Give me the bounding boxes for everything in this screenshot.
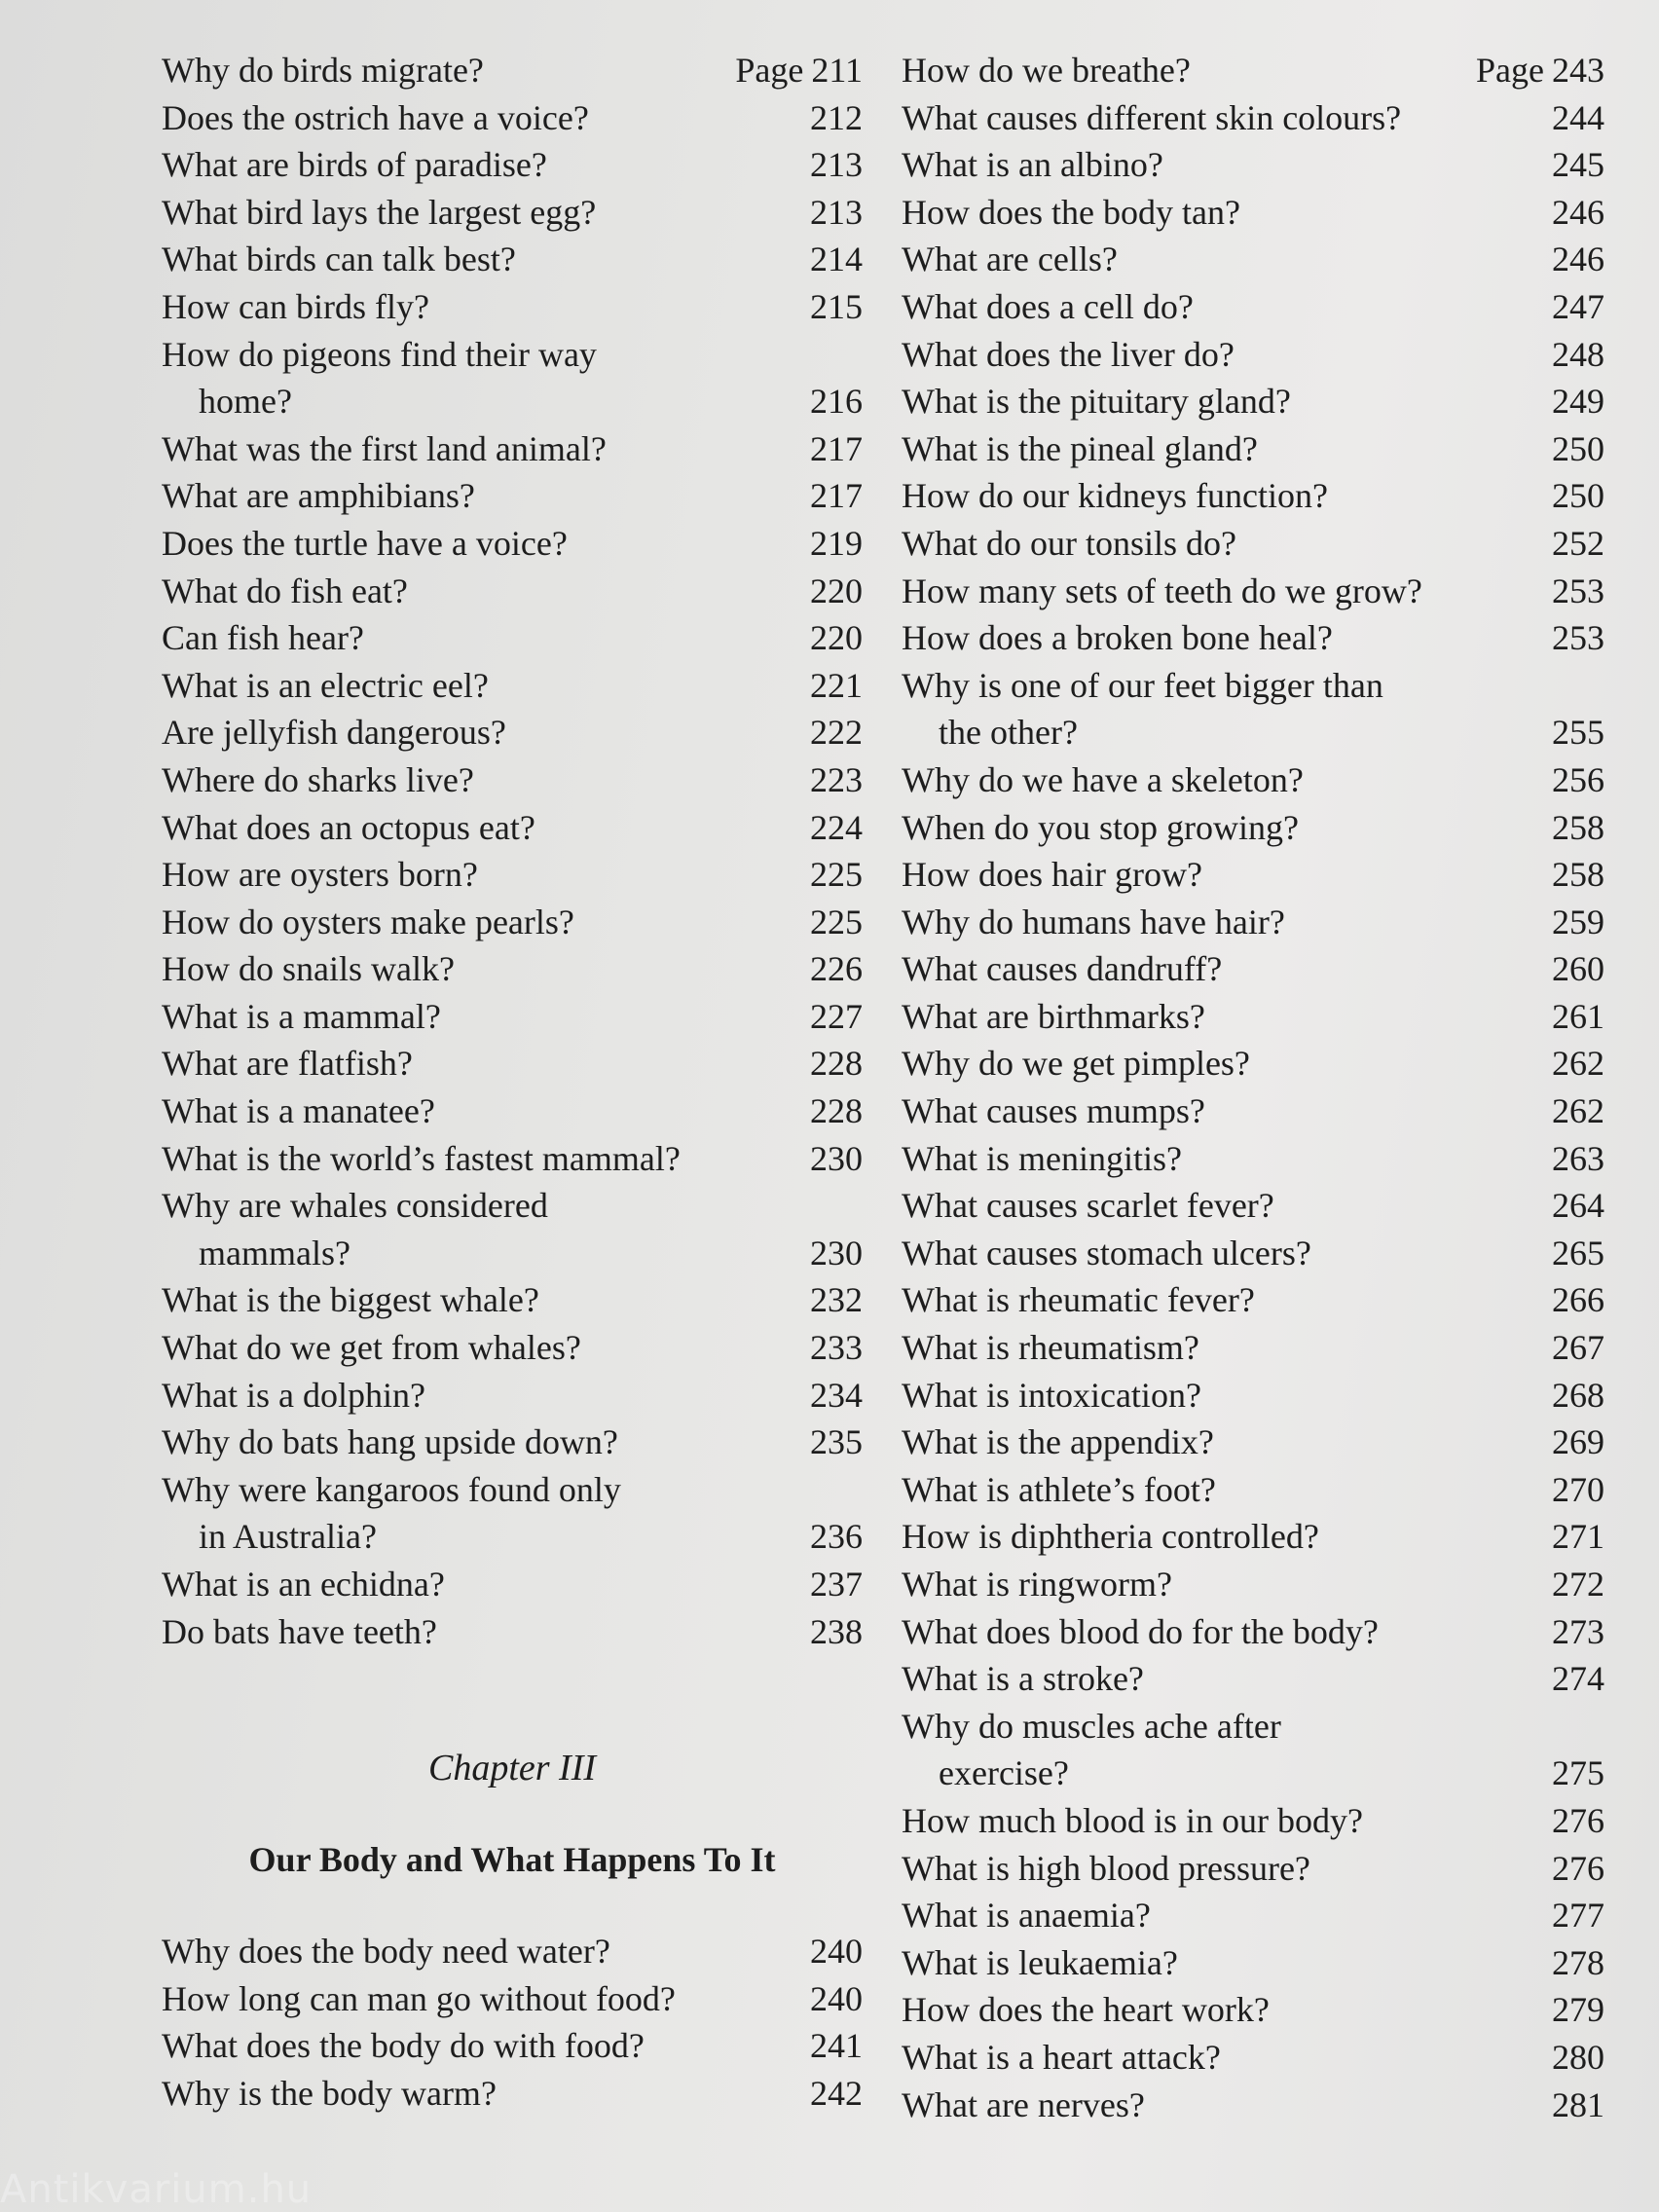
toc-question: What is high blood pressure? <box>902 1848 1310 1888</box>
toc-right-entries <box>902 47 1604 2128</box>
toc-entry <box>162 756 863 804</box>
toc-page-number: 250 <box>1552 428 1604 468</box>
toc-question: How many sets of teeth do we grow? <box>902 571 1422 610</box>
toc-question: Are jellyfish dangerous? <box>162 713 506 753</box>
toc-page-number: 240 <box>810 1932 863 1972</box>
toc-left-chapter-entries <box>162 1928 863 2117</box>
toc-entry <box>162 568 863 615</box>
toc-question: What is leukaemia? <box>902 1942 1178 1982</box>
toc-page-number: 271 <box>1552 1517 1604 1557</box>
toc-entry <box>162 236 863 283</box>
toc-question: Does the ostrich have a voice? <box>162 97 589 137</box>
toc-question-continued: home? <box>199 382 292 422</box>
toc-question: Why do humans have hair? <box>902 902 1285 941</box>
toc-entry <box>162 709 863 756</box>
toc-page-number: 276 <box>1552 1800 1604 1840</box>
toc-question-continued: mammals? <box>199 1233 350 1272</box>
toc-question: What is a stroke? <box>902 1659 1144 1699</box>
toc-question: What is an echidna? <box>162 1565 445 1604</box>
toc-question: Why do birds migrate? <box>162 51 484 90</box>
toc-entry <box>902 1561 1604 1608</box>
toc-page-number: 238 <box>810 1611 863 1651</box>
toc-entry <box>162 2070 863 2118</box>
toc-right-column <box>902 47 1604 2128</box>
toc-page-number: 253 <box>1552 618 1604 658</box>
toc-entry <box>162 662 863 710</box>
toc-entry <box>902 1703 1604 1797</box>
toc-question: How do oysters make pearls? <box>162 902 574 941</box>
toc-question: What are nerves? <box>902 2084 1145 2124</box>
toc-question: What does the liver do? <box>902 334 1235 374</box>
toc-entry <box>162 189 863 237</box>
toc-entry <box>902 472 1604 520</box>
toc-question: How can birds fly? <box>162 286 429 326</box>
toc-question: What is the pituitary gland? <box>902 382 1291 422</box>
toc-entry <box>902 2034 1604 2082</box>
toc-page-number: 234 <box>810 1375 863 1415</box>
toc-question: What do our tonsils do? <box>902 523 1236 563</box>
toc-entry <box>902 520 1604 568</box>
toc-entry <box>902 1608 1604 1656</box>
toc-page-number: 241 <box>810 2026 863 2066</box>
toc-question: What do fish eat? <box>162 571 408 610</box>
toc-page-number: 269 <box>1552 1422 1604 1462</box>
toc-page-number: 258 <box>1552 807 1604 847</box>
toc-question: What is intoxication? <box>902 1375 1201 1415</box>
toc-entry <box>162 804 863 852</box>
toc-page-number: 230 <box>810 1138 863 1178</box>
toc-entry <box>902 851 1604 899</box>
toc-question: What does a cell do? <box>902 286 1194 326</box>
toc-question: What are birthmarks? <box>902 996 1205 1036</box>
toc-entry <box>162 851 863 899</box>
toc-entry <box>902 804 1604 852</box>
toc-entry <box>162 94 863 142</box>
toc-entry <box>902 1797 1604 1845</box>
toc-page-number: 248 <box>1552 334 1604 374</box>
toc-page-number: 225 <box>810 855 863 895</box>
toc-page-number: 274 <box>1552 1659 1604 1699</box>
toc-question: What causes stomach ulcers? <box>902 1233 1311 1272</box>
toc-question: Why do muscles ache after <box>902 1706 1281 1746</box>
toc-question: What causes mumps? <box>902 1091 1205 1131</box>
toc-page-number: 252 <box>1552 523 1604 563</box>
toc-question: How do pigeons find their way <box>162 334 597 374</box>
toc-entry <box>902 1845 1604 1893</box>
toc-page-number: 266 <box>1552 1280 1604 1320</box>
toc-question: How do our kidneys function? <box>902 476 1328 516</box>
toc-page-number: 226 <box>810 949 863 989</box>
toc-question: Why is one of our feet bigger than <box>902 665 1383 705</box>
toc-question: How does a broken bone heal? <box>902 618 1333 658</box>
toc-page-number: 228 <box>810 1091 863 1131</box>
toc-entry <box>902 236 1604 283</box>
toc-page-number: 281 <box>1552 2084 1604 2124</box>
toc-question: How is diphtheria controlled? <box>902 1517 1319 1557</box>
toc-page-number: 212 <box>810 97 863 137</box>
toc-page-number: 249 <box>1552 382 1604 422</box>
toc-entry <box>902 899 1604 946</box>
toc-question: Why do we get pimples? <box>902 1044 1250 1084</box>
page-label: Page <box>1476 51 1544 90</box>
toc-page-number: 250 <box>1552 476 1604 516</box>
toc-page-number: 230 <box>810 1233 863 1272</box>
toc-entry <box>902 1230 1604 1277</box>
toc-entry <box>162 1466 863 1561</box>
toc-entry <box>902 1135 1604 1183</box>
toc-entry <box>162 614 863 662</box>
toc-question: How does the body tan? <box>902 192 1240 232</box>
toc-entry <box>162 1419 863 1466</box>
toc-question: How do snails walk? <box>162 949 455 989</box>
toc-entry <box>902 1276 1604 1324</box>
toc-entry <box>162 1975 863 2023</box>
toc-page-number: 262 <box>1552 1044 1604 1084</box>
toc-question-continued: the other? <box>939 713 1078 753</box>
toc-entry <box>902 283 1604 331</box>
toc-question: Where do sharks live? <box>162 759 474 799</box>
page-label: Page <box>735 51 804 90</box>
toc-question: What is rheumatism? <box>902 1328 1199 1368</box>
toc-page-number: 244 <box>1552 97 1604 137</box>
toc-entry <box>162 283 863 331</box>
toc-entry <box>902 1986 1604 2034</box>
toc-page-number: 278 <box>1552 1942 1604 1982</box>
toc-question: What is rheumatic fever? <box>902 1280 1255 1320</box>
toc-page-number: 220 <box>810 571 863 610</box>
toc-entry <box>162 425 863 473</box>
toc-question: What is a dolphin? <box>162 1375 425 1415</box>
toc-page-number: 214 <box>810 240 863 279</box>
toc-page-number: 217 <box>810 476 863 516</box>
toc-entry <box>902 1655 1604 1703</box>
toc-question: What is anaemia? <box>902 1896 1151 1936</box>
toc-page-number: 236 <box>810 1517 863 1557</box>
toc-page-number: 280 <box>1552 2037 1604 2077</box>
toc-question: What are cells? <box>902 240 1118 279</box>
toc-page-number: 253 <box>1552 571 1604 610</box>
toc-entry <box>902 1513 1604 1561</box>
toc-question-continued: exercise? <box>939 1753 1069 1793</box>
toc-left-column <box>162 47 863 2118</box>
toc-question: What does the body do with food? <box>162 2026 645 2066</box>
toc-page-number: 267 <box>1552 1328 1604 1368</box>
toc-entry <box>162 945 863 993</box>
toc-question: How do we breathe? <box>902 51 1191 90</box>
toc-page-number: 211 <box>811 51 863 90</box>
toc-page-number: 258 <box>1552 855 1604 895</box>
toc-question: What is an albino? <box>902 145 1163 185</box>
toc-entry <box>902 756 1604 804</box>
toc-page-number: 240 <box>810 1978 863 2018</box>
toc-entry <box>902 141 1604 189</box>
watermark: Antikvarium.hu <box>0 2167 313 2212</box>
toc-page-number: 243 <box>1552 51 1604 90</box>
toc-question: What was the first land animal? <box>162 428 607 468</box>
toc-entry <box>902 47 1604 94</box>
toc-question: What does an octopus eat? <box>162 807 535 847</box>
toc-page-number: 216 <box>810 382 863 422</box>
toc-entry <box>902 945 1604 993</box>
toc-entry <box>902 1324 1604 1372</box>
toc-question: What is the appendix? <box>902 1422 1214 1462</box>
toc-page-number: 263 <box>1552 1138 1604 1178</box>
toc-entry <box>162 1182 863 1276</box>
toc-question: What are birds of paradise? <box>162 145 547 185</box>
toc-entry <box>162 993 863 1041</box>
toc-page-number: 232 <box>810 1280 863 1320</box>
chapter-title: Our Body and What Happens To It <box>248 1840 776 1880</box>
toc-entry <box>902 1372 1604 1419</box>
toc-question: Why do bats hang upside down? <box>162 1422 618 1462</box>
toc-page-number: 222 <box>810 713 863 753</box>
toc-page-number: 272 <box>1552 1565 1604 1604</box>
toc-page-number: 242 <box>810 2073 863 2113</box>
toc-entry <box>902 425 1604 473</box>
toc-question: What is the pineal gland? <box>902 428 1258 468</box>
toc-question: Why is the body warm? <box>162 2073 497 2113</box>
toc-page-number: 233 <box>810 1328 863 1368</box>
toc-page-number: 215 <box>810 286 863 326</box>
toc-page-number: 265 <box>1552 1233 1604 1272</box>
toc-entry <box>162 1608 863 1656</box>
toc-page-number: 221 <box>810 665 863 705</box>
toc-page-number: 260 <box>1552 949 1604 989</box>
toc-entry <box>162 1324 863 1372</box>
toc-entry <box>162 331 863 425</box>
toc-page-number: 213 <box>810 145 863 185</box>
toc-entry <box>162 899 863 946</box>
toc-entry <box>162 141 863 189</box>
toc-entry <box>162 520 863 568</box>
toc-page-number: 259 <box>1552 902 1604 941</box>
toc-question: How does the heart work? <box>902 1990 1270 2030</box>
toc-entry <box>902 94 1604 142</box>
toc-page-number: 276 <box>1552 1848 1604 1888</box>
toc-entry <box>162 2022 863 2070</box>
toc-page-number: 255 <box>1552 713 1604 753</box>
toc-question: How much blood is in our body? <box>902 1800 1363 1840</box>
toc-page-number: 225 <box>810 902 863 941</box>
toc-page-number: 262 <box>1552 1091 1604 1131</box>
toc-entry <box>162 1040 863 1088</box>
toc-question: Do bats have teeth? <box>162 1611 437 1651</box>
toc-question: What causes dandruff? <box>902 949 1223 989</box>
chapter-label: Chapter III <box>427 1748 597 1789</box>
toc-page-number: 264 <box>1552 1186 1604 1226</box>
toc-question: How does hair grow? <box>902 855 1202 895</box>
toc-question: Can fish hear? <box>162 618 364 658</box>
toc-page-number: 277 <box>1552 1896 1604 1936</box>
toc-question: How are oysters born? <box>162 855 478 895</box>
toc-page-number: 227 <box>810 996 863 1036</box>
toc-entry <box>902 993 1604 1041</box>
toc-question: What causes different skin colours? <box>902 97 1402 137</box>
toc-entry <box>902 1419 1604 1466</box>
toc-page-number: 247 <box>1552 286 1604 326</box>
toc-question: Why do we have a skeleton? <box>902 759 1304 799</box>
toc-page-number: 219 <box>810 523 863 563</box>
toc-page-number: 220 <box>810 618 863 658</box>
toc-question: What is a manatee? <box>162 1091 435 1131</box>
toc-entry <box>902 189 1604 237</box>
toc-question: What are flatfish? <box>162 1044 413 1084</box>
toc-entry <box>902 1939 1604 1987</box>
toc-entry <box>902 1892 1604 1939</box>
toc-page-number: 217 <box>810 428 863 468</box>
toc-question: What is athlete’s foot? <box>902 1469 1216 1509</box>
toc-page-number: 213 <box>810 192 863 232</box>
toc-entry <box>902 1040 1604 1088</box>
toc-entry <box>902 1182 1604 1230</box>
toc-page-number: 268 <box>1552 1375 1604 1415</box>
toc-entry <box>902 1466 1604 1514</box>
toc-entry <box>902 568 1604 615</box>
toc-entry <box>902 331 1604 379</box>
toc-page-number: 275 <box>1552 1753 1604 1793</box>
toc-question: What is a heart attack? <box>902 2037 1221 2077</box>
toc-page-number: 273 <box>1552 1611 1604 1651</box>
toc-page-number: 245 <box>1552 145 1604 185</box>
toc-entry <box>162 472 863 520</box>
toc-question: Why were kangaroos found only <box>162 1469 621 1509</box>
toc-question: What do we get from whales? <box>162 1328 581 1368</box>
toc-entry <box>162 1561 863 1608</box>
toc-question: What does blood do for the body? <box>902 1611 1379 1651</box>
toc-question: What is the world’s fastest mammal? <box>162 1138 681 1178</box>
toc-question: What is an electric eel? <box>162 665 489 705</box>
toc-entry <box>902 1088 1604 1135</box>
toc-entry <box>162 1928 863 1975</box>
toc-question: What birds can talk best? <box>162 240 516 279</box>
toc-question: What causes scarlet fever? <box>902 1186 1274 1226</box>
toc-entry <box>902 662 1604 756</box>
toc-question: How long can man go without food? <box>162 1978 676 2018</box>
toc-question: Why are whales considered <box>162 1186 548 1226</box>
toc-entry <box>162 1372 863 1419</box>
toc-question: Why does the body need water? <box>162 1932 610 1972</box>
toc-entry <box>162 47 863 94</box>
toc-page-number: 246 <box>1552 192 1604 232</box>
toc-entry <box>902 2082 1604 2129</box>
toc-page-number: 235 <box>810 1422 863 1462</box>
toc-question: What is meningitis? <box>902 1138 1182 1178</box>
toc-page-number: 261 <box>1552 996 1604 1036</box>
toc-question: What is the biggest whale? <box>162 1280 539 1320</box>
toc-page-number: 228 <box>810 1044 863 1084</box>
toc-page-number: 224 <box>810 807 863 847</box>
toc-question: What are amphibians? <box>162 476 475 516</box>
toc-question: When do you stop growing? <box>902 807 1299 847</box>
toc-entry <box>162 1088 863 1135</box>
toc-question-continued: in Australia? <box>199 1517 377 1557</box>
toc-question: What bird lays the largest egg? <box>162 192 597 232</box>
toc-question: What is ringworm? <box>902 1565 1172 1604</box>
toc-page-number: 237 <box>810 1565 863 1604</box>
toc-entry <box>162 1135 863 1183</box>
toc-page-number: 270 <box>1552 1469 1604 1509</box>
toc-question: Does the turtle have a voice? <box>162 523 568 563</box>
toc-entry <box>902 614 1604 662</box>
toc-entry <box>902 378 1604 425</box>
toc-page-number: 223 <box>810 759 863 799</box>
toc-page-number: 279 <box>1552 1990 1604 2030</box>
toc-page-number: 256 <box>1552 759 1604 799</box>
toc-left-entries <box>162 47 863 1655</box>
toc-page-number: 246 <box>1552 240 1604 279</box>
toc-question: What is a mammal? <box>162 996 441 1036</box>
toc-entry <box>162 1276 863 1324</box>
